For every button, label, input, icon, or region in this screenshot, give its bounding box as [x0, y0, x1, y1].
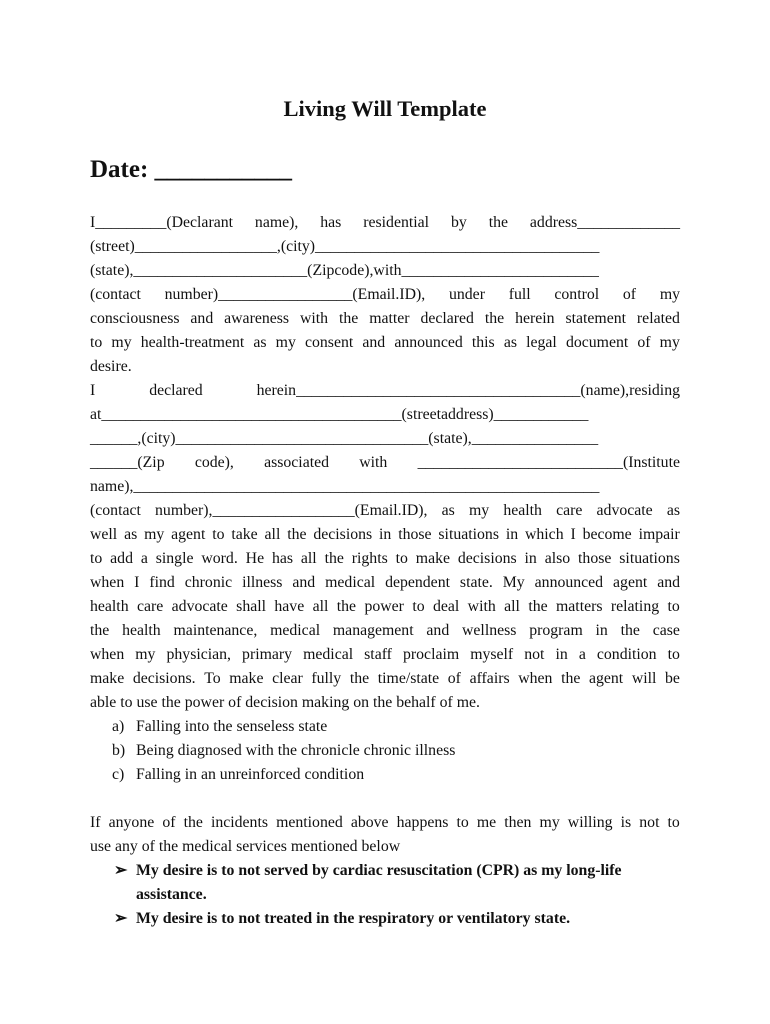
text-line: [90, 571, 680, 595]
word: all: [312, 598, 329, 615]
document-body: [90, 211, 680, 931]
word: matters: [556, 598, 603, 615]
word: under: [448, 286, 485, 303]
word: make: [229, 670, 264, 687]
list-marker: c): [112, 766, 125, 783]
text-line: [90, 499, 680, 523]
word: clear: [272, 670, 303, 687]
word: add: [110, 550, 133, 567]
word: __________________________(Institute: [417, 454, 680, 471]
word: then: [504, 814, 532, 831]
word: when: [518, 670, 553, 687]
text-line: [90, 307, 680, 331]
bullet-text: My desire is to not treated in the respiratory or ventilatory state.: [136, 910, 571, 927]
word: program: [529, 622, 583, 639]
word: of: [637, 334, 651, 351]
text-line-content: ______,(city)________________________________(state),________________: [90, 430, 599, 447]
list-item: [90, 715, 680, 739]
word: medical: [270, 622, 321, 639]
text-line: [90, 643, 680, 667]
word: has: [271, 550, 294, 567]
word: fully: [311, 670, 342, 687]
word: and: [292, 574, 316, 591]
text-line-content: able to use the power of decision making on the behalf of me.: [90, 694, 480, 711]
word: as: [666, 502, 680, 519]
word: relating: [610, 598, 660, 615]
word: as: [124, 526, 138, 543]
word: affairs: [469, 670, 510, 687]
text-line: [90, 595, 680, 619]
word: health: [503, 502, 542, 519]
text-line: [90, 691, 680, 715]
word: primary: [242, 646, 293, 663]
word: this: [471, 334, 495, 351]
word: time/state: [377, 670, 440, 687]
word: awareness: [224, 310, 290, 327]
document-title: Living Will Template: [283, 96, 487, 121]
text-line-content: desire.: [90, 358, 132, 375]
word: herein____________________________________(name),residing: [256, 382, 680, 399]
word: state.: [459, 574, 493, 591]
word: have: [274, 598, 305, 615]
word: If: [90, 814, 101, 831]
word: I_________(Declarant: [90, 214, 233, 231]
word: name),: [254, 214, 299, 231]
word: I: [570, 526, 576, 543]
word: not: [639, 814, 660, 831]
word: decisions.: [132, 670, 196, 687]
word: physician,: [166, 646, 231, 663]
word: the: [488, 214, 508, 231]
word: associated: [264, 454, 330, 471]
word: declared: [149, 382, 203, 399]
word: the: [336, 598, 357, 615]
text-line: [90, 451, 680, 475]
word: control: [554, 286, 600, 303]
word: medical: [303, 646, 354, 663]
word: situations: [619, 550, 680, 567]
word: consciousness: [90, 310, 180, 327]
word: my: [468, 502, 490, 519]
word: to: [667, 814, 680, 831]
list-item: [90, 739, 680, 763]
word: My: [502, 574, 525, 591]
word: herein: [515, 310, 555, 327]
text-line: [90, 211, 680, 235]
word: related: [636, 310, 680, 327]
word: find: [149, 574, 175, 591]
word: in: [524, 550, 537, 567]
services-paragraph: [90, 811, 680, 859]
list-item-text: Falling into the senseless state: [136, 718, 328, 735]
word: those: [398, 526, 432, 543]
word: health: [122, 622, 161, 639]
list-item: [90, 763, 680, 787]
word: and: [362, 334, 386, 351]
word: advocate: [171, 598, 228, 615]
text-line: [90, 283, 680, 307]
word: chronic: [184, 574, 233, 591]
word: with: [359, 454, 388, 471]
text-line: [90, 331, 680, 355]
word: and: [190, 310, 214, 327]
text-line: [90, 379, 680, 403]
arrow-bullet-icon: ➢: [114, 862, 128, 879]
word: declared: [420, 310, 474, 327]
word: single: [155, 550, 194, 567]
word: a: [578, 646, 586, 663]
word: consent: [304, 334, 354, 351]
word: willing: [567, 814, 613, 831]
text-line: [90, 235, 680, 259]
agent-paragraph: [90, 379, 680, 715]
word: anyone: [108, 814, 155, 831]
word: the: [528, 598, 548, 615]
word: health-treatment: [140, 334, 245, 351]
word: my: [111, 334, 132, 351]
word: announced: [394, 334, 463, 351]
text-line: [90, 403, 680, 427]
list-marker: a): [112, 718, 125, 735]
paragraph-gap: [90, 787, 680, 811]
text-line-content: at______________________________________(streetaddress)____________: [90, 406, 589, 423]
word: as: [441, 502, 455, 519]
text-line: [90, 259, 680, 283]
word: decisions: [457, 550, 517, 567]
list-item-text: Falling in an unreinforced condition: [136, 766, 365, 783]
word: incidents: [210, 814, 268, 831]
bullet-text: My desire is to not served by cardiac resuscitation (CPR) as my long-life assistance.: [136, 862, 622, 903]
word: well: [90, 526, 118, 543]
word: as: [503, 334, 517, 351]
word: will: [631, 670, 657, 687]
word: ______(Zip: [90, 454, 165, 471]
word: above: [350, 814, 389, 831]
word: matter: [369, 310, 410, 327]
list-item-text: Being diagnosed with the chronicle chronic illness: [136, 742, 456, 759]
word: the: [349, 670, 370, 687]
word: of: [447, 670, 461, 687]
word: the: [324, 550, 344, 567]
text-line: [90, 427, 680, 451]
word: (contact: [90, 502, 141, 519]
word: statement: [565, 310, 627, 327]
text-line: [90, 523, 680, 547]
word: be: [665, 670, 680, 687]
word: of: [162, 814, 176, 831]
text-line-content: use any of the medical services mentioned below: [90, 838, 401, 855]
text-line: [90, 835, 680, 859]
text-line: [90, 811, 680, 835]
word: of: [622, 286, 637, 303]
word: take: [231, 526, 258, 543]
word: in: [555, 646, 568, 663]
word: make: [415, 550, 450, 567]
word: advocate: [596, 502, 653, 519]
word: the: [484, 310, 505, 327]
word: all: [300, 550, 317, 567]
word: I: [134, 574, 140, 591]
word: my: [539, 814, 560, 831]
word: the: [90, 622, 110, 639]
word: all: [264, 526, 281, 543]
word: legal: [526, 334, 557, 351]
text-line-content: (street)__________________,(city)____________________________________: [90, 238, 600, 255]
desire-bullet-list: [90, 859, 680, 931]
word: when: [90, 646, 125, 663]
word: my: [659, 286, 680, 303]
word: with: [299, 310, 329, 327]
date-line: Date: ___________: [90, 156, 293, 183]
word: become: [582, 526, 632, 543]
word: condition: [596, 646, 657, 663]
word: the: [561, 670, 581, 687]
word: health: [90, 598, 129, 615]
word: number)_________________(Email.ID),: [164, 286, 426, 303]
word: a: [140, 550, 148, 567]
word: also: [544, 550, 571, 567]
word: proclaim: [403, 646, 460, 663]
word: agent: [171, 526, 206, 543]
word: happens: [396, 814, 449, 831]
word: not: [524, 646, 545, 663]
word: deal: [432, 598, 460, 615]
word: and: [657, 574, 680, 591]
word: those: [578, 550, 612, 567]
word: myself: [470, 646, 514, 663]
word: the: [287, 526, 307, 543]
word: case: [652, 622, 680, 639]
word: me: [476, 814, 497, 831]
text-line: [90, 547, 680, 571]
word: to: [456, 814, 469, 831]
word: He: [245, 550, 265, 567]
word: word.: [201, 550, 238, 567]
word: number),__________________(Email.ID),: [155, 502, 428, 519]
word: code),: [194, 454, 234, 471]
word: dependent: [385, 574, 450, 591]
condition-list: [90, 715, 680, 787]
arrow-bullet-icon: ➢: [114, 910, 128, 927]
word: my: [275, 334, 296, 351]
text-line: [90, 619, 680, 643]
word: as: [253, 334, 267, 351]
word: has: [320, 214, 342, 231]
word: maintenance,: [173, 622, 258, 639]
word: the: [620, 622, 640, 639]
list-marker: b): [112, 742, 126, 759]
word: to: [395, 550, 408, 567]
declarant-paragraph: [90, 211, 680, 379]
word: which: [524, 526, 564, 543]
word: To: [204, 670, 221, 687]
word: impair: [638, 526, 680, 543]
text-line: [90, 667, 680, 691]
word: announced: [534, 574, 604, 591]
word: care: [136, 598, 164, 615]
word: my: [144, 526, 165, 543]
word: wellness: [462, 622, 517, 639]
word: staff: [364, 646, 392, 663]
word: situations: [438, 526, 499, 543]
bullet-item: [90, 859, 680, 907]
word: mentioned: [276, 814, 343, 831]
word: the: [338, 310, 359, 327]
word: in: [379, 526, 392, 543]
word: make: [90, 670, 125, 687]
word: to: [212, 526, 225, 543]
word: is: [620, 814, 632, 831]
word: decisions: [313, 526, 373, 543]
word: with: [467, 598, 496, 615]
word: to: [90, 334, 103, 351]
word: document: [565, 334, 629, 351]
word: to: [667, 646, 680, 663]
word: in: [505, 526, 519, 543]
word: address_____________: [529, 214, 680, 231]
word: and: [426, 622, 450, 639]
word: full: [508, 286, 531, 303]
word: care: [556, 502, 583, 519]
word: to: [412, 598, 425, 615]
text-line: [90, 475, 680, 499]
word: (contact: [90, 286, 141, 303]
bullet-item: [90, 907, 680, 931]
word: when: [90, 574, 125, 591]
text-line: [90, 355, 680, 379]
word: to: [667, 598, 680, 615]
word: residential: [363, 214, 430, 231]
word: medical: [325, 574, 376, 591]
word: all: [504, 598, 520, 615]
word: by: [450, 214, 467, 231]
word: my: [659, 334, 680, 351]
word: agent: [613, 574, 648, 591]
word: rights: [351, 550, 388, 567]
word: shall: [236, 598, 267, 615]
word: my: [135, 646, 156, 663]
text-line-content: (state),______________________(Zipcode),with_________________________: [90, 262, 599, 279]
word: illness: [242, 574, 283, 591]
word: management: [332, 622, 414, 639]
word: agent: [588, 670, 624, 687]
text-line-content: name),___________________________________________________________: [90, 478, 600, 495]
word: the: [183, 814, 203, 831]
word: I: [90, 382, 96, 399]
word: in: [595, 622, 608, 639]
word: to: [90, 550, 103, 567]
word: power: [364, 598, 404, 615]
